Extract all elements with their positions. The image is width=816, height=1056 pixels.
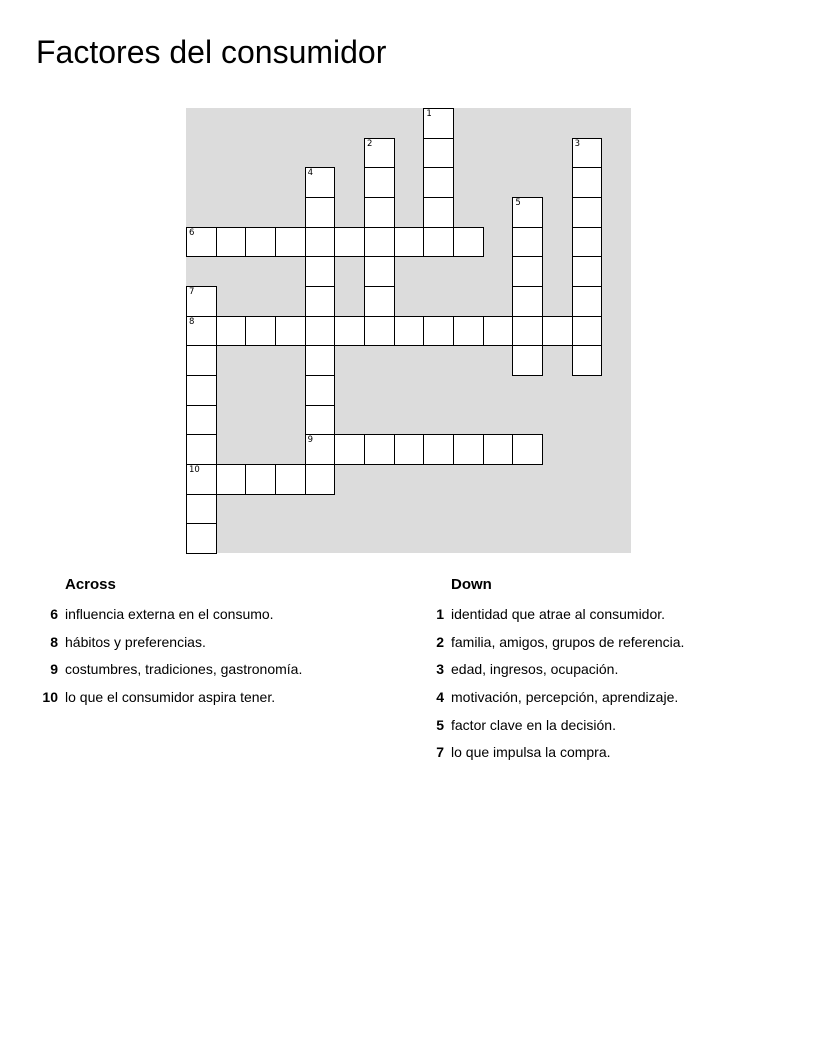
- grid-cell[interactable]: [305, 316, 336, 347]
- clue-text: lo que el consumidor aspira tener.: [65, 689, 276, 706]
- grid-cell[interactable]: [483, 316, 514, 347]
- grid-cell[interactable]: [453, 316, 484, 347]
- grid-cell[interactable]: [572, 227, 603, 258]
- clue-number: 2: [436, 633, 444, 650]
- grid-cell[interactable]: [186, 316, 217, 347]
- grid-cell[interactable]: [364, 434, 395, 465]
- across-clue: [30, 687, 390, 715]
- down-clue: [416, 715, 776, 743]
- down-clue: [416, 604, 776, 632]
- grid-cell[interactable]: [483, 434, 514, 465]
- clue-number: 5: [436, 716, 444, 733]
- grid-cell[interactable]: [305, 167, 336, 198]
- grid-cell[interactable]: [572, 167, 603, 198]
- grid-cell[interactable]: [512, 197, 543, 228]
- grid-cell[interactable]: [394, 316, 425, 347]
- cell-number: 6: [189, 227, 195, 238]
- clue-number: 10: [42, 689, 58, 706]
- cell-number: 1: [426, 109, 432, 119]
- grid-cell[interactable]: [572, 138, 603, 169]
- clue-text: factor clave en la decisión.: [451, 716, 616, 733]
- grid-cell[interactable]: [453, 434, 484, 465]
- cell-number: 4: [307, 168, 314, 179]
- cell-number: 3: [574, 138, 581, 149]
- page-title: Factores del consumidor: [36, 34, 387, 70]
- grid-cell[interactable]: [305, 405, 336, 436]
- grid-cell[interactable]: [572, 286, 603, 317]
- cell-number: 2: [367, 138, 373, 149]
- grid-cell[interactable]: [512, 316, 543, 347]
- grid-cell[interactable]: [423, 138, 454, 169]
- across-clue: [30, 632, 390, 660]
- clue-number: 7: [436, 744, 444, 761]
- clue-number: 1: [436, 606, 444, 622]
- down-clue: [416, 632, 776, 660]
- grid-cell[interactable]: [305, 464, 336, 495]
- grid-cell[interactable]: [423, 108, 454, 139]
- grid-cell[interactable]: [364, 316, 395, 347]
- grid-cell[interactable]: [245, 227, 276, 258]
- grid-cell[interactable]: [512, 345, 543, 376]
- down-clue: [416, 687, 776, 715]
- clue-text: motivación, percepción, aprendizaje.: [451, 689, 679, 706]
- grid-cell[interactable]: [334, 316, 365, 347]
- clue-text: familia, amigos, grupos de referencia.: [451, 633, 685, 650]
- grid-cell[interactable]: [305, 197, 336, 228]
- clue-text: lo que impulsa la compra.: [451, 744, 611, 761]
- across-clues: [30, 575, 390, 715]
- grid-cell[interactable]: [245, 316, 276, 347]
- clue-text: identidad que atrae al consumidor.: [451, 606, 666, 622]
- down-heading: Down: [451, 576, 492, 593]
- grid-cell[interactable]: [423, 167, 454, 198]
- across-heading: Across: [65, 576, 116, 593]
- grid-cell[interactable]: [245, 464, 276, 495]
- crossword-grid: [186, 108, 631, 553]
- grid-cell[interactable]: [364, 256, 395, 287]
- clue-number: 8: [50, 633, 58, 650]
- cell-number: 10: [189, 465, 200, 475]
- grid-cell[interactable]: [364, 138, 395, 169]
- grid-cell[interactable]: [394, 227, 425, 258]
- grid-cell[interactable]: [216, 316, 247, 347]
- clue-text: edad, ingresos, ocupación.: [451, 661, 619, 678]
- grid-cell[interactable]: [186, 345, 217, 376]
- grid-cell[interactable]: [275, 464, 306, 495]
- grid-cell[interactable]: [305, 434, 336, 465]
- grid-cell[interactable]: [453, 227, 484, 258]
- clue-text: hábitos y preferencias.: [65, 633, 206, 650]
- clue-number: 6: [50, 606, 58, 622]
- grid-cell[interactable]: [305, 227, 336, 258]
- grid-cell[interactable]: [512, 286, 543, 317]
- grid-cell[interactable]: [305, 375, 336, 406]
- across-clue: [30, 604, 390, 632]
- grid-cell[interactable]: [572, 345, 603, 376]
- grid-cell[interactable]: [364, 197, 395, 228]
- grid-cell[interactable]: [186, 464, 217, 495]
- cell-number: 7: [189, 287, 195, 297]
- grid-cell[interactable]: [186, 434, 217, 465]
- grid-cell[interactable]: [186, 405, 217, 436]
- grid-cell[interactable]: [542, 316, 573, 347]
- grid-cell[interactable]: [186, 286, 217, 317]
- grid-cell[interactable]: [186, 227, 217, 258]
- grid-cell[interactable]: [305, 345, 336, 376]
- grid-cell[interactable]: [572, 197, 603, 228]
- grid-cell[interactable]: [423, 227, 454, 258]
- grid-cell[interactable]: [186, 523, 217, 554]
- grid-cell[interactable]: [216, 464, 247, 495]
- down-clue: [416, 742, 776, 770]
- grid-cell[interactable]: [423, 316, 454, 347]
- clue-text: influencia externa en el consumo.: [65, 606, 274, 622]
- grid-cell[interactable]: [275, 227, 306, 258]
- clue-number: 9: [50, 661, 58, 678]
- grid-cell[interactable]: [305, 286, 336, 317]
- grid-cell[interactable]: [572, 316, 603, 347]
- grid-cell[interactable]: [305, 256, 336, 287]
- cell-number: 8: [189, 316, 195, 327]
- grid-cell[interactable]: [364, 286, 395, 317]
- across-clue: [30, 659, 390, 687]
- grid-cell[interactable]: [186, 494, 217, 525]
- grid-cell[interactable]: [512, 256, 543, 287]
- grid-cell[interactable]: [186, 375, 217, 406]
- cell-number: 5: [515, 198, 521, 208]
- grid-cell[interactable]: [572, 256, 603, 287]
- grid-cell[interactable]: [364, 167, 395, 198]
- grid-cell[interactable]: [423, 197, 454, 228]
- grid-cell[interactable]: [364, 227, 395, 258]
- grid-cell[interactable]: [423, 434, 454, 465]
- grid-cell[interactable]: [512, 227, 543, 258]
- grid-cell[interactable]: [334, 434, 365, 465]
- down-clue: [416, 659, 776, 687]
- grid-cell[interactable]: [216, 227, 247, 258]
- grid-cell[interactable]: [512, 434, 543, 465]
- grid-cell[interactable]: [394, 434, 425, 465]
- grid-cell[interactable]: [334, 227, 365, 258]
- grid-cell[interactable]: [275, 316, 306, 347]
- down-clues: [416, 575, 776, 770]
- clue-text: costumbres, tradiciones, gastronomía.: [65, 661, 303, 678]
- cell-number: 9: [307, 435, 314, 446]
- clue-number: 3: [436, 661, 444, 678]
- clue-number: 4: [436, 689, 444, 706]
